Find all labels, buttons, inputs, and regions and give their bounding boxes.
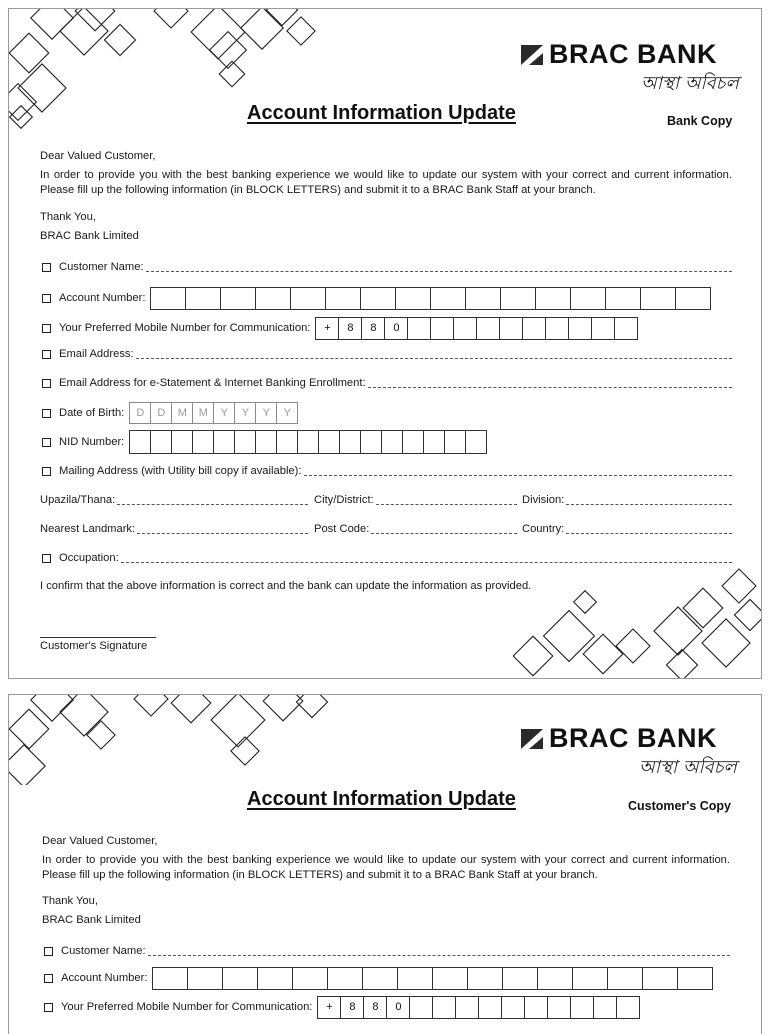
char-box[interactable] (360, 430, 382, 454)
char-box[interactable] (290, 287, 326, 310)
char-box[interactable] (593, 996, 617, 1019)
char-box[interactable] (455, 996, 479, 1019)
checkbox[interactable] (44, 1003, 53, 1012)
form-title: Account Information Update (247, 102, 516, 124)
account-number-field[interactable]: Account Number: (44, 967, 730, 989)
checkbox[interactable] (44, 947, 53, 956)
char-box[interactable] (150, 287, 186, 310)
char-box[interactable] (465, 287, 501, 310)
char-box[interactable] (500, 287, 536, 310)
signature-line[interactable] (40, 637, 156, 638)
division-field[interactable]: Division: (522, 492, 732, 508)
char-box[interactable] (476, 317, 500, 340)
postcode-field[interactable]: Post Code: (314, 521, 517, 537)
confirmation-statement: I confirm that the above information is correct and the bank can update the information as provided. (40, 580, 532, 592)
greeting: Dear Valued Customer, (42, 835, 158, 847)
upazila-field[interactable]: Upazila/Thana: (40, 492, 308, 508)
country-input[interactable] (566, 532, 732, 534)
customer-name-input[interactable] (148, 954, 730, 956)
checkbox[interactable] (42, 554, 51, 563)
char-box[interactable] (222, 967, 258, 990)
char-box[interactable] (432, 996, 456, 1019)
char-box[interactable] (187, 967, 223, 990)
char-box[interactable] (430, 287, 466, 310)
char-box[interactable] (642, 967, 678, 990)
account-number-boxes[interactable] (151, 287, 711, 310)
city-field[interactable]: City/District: (314, 492, 517, 508)
char-box[interactable] (502, 967, 538, 990)
char-box[interactable] (150, 430, 172, 454)
bank-tagline: আস্থা অবিচল (639, 757, 737, 778)
customer-name-field[interactable]: Customer Name: (44, 943, 730, 959)
occupation-input[interactable] (121, 561, 732, 563)
char-box[interactable]: 8 (340, 996, 364, 1019)
char-box[interactable]: Y (213, 402, 235, 424)
char-box[interactable] (535, 287, 571, 310)
copy-label-bank: Bank Copy (667, 114, 733, 128)
thank-you: Thank You, (40, 211, 96, 223)
char-box[interactable]: 8 (363, 996, 387, 1019)
char-box[interactable] (339, 430, 361, 454)
bank-tagline: আস্থা অবিচল (641, 73, 739, 94)
account-number-field[interactable]: Account Number: (42, 287, 732, 309)
char-box[interactable] (409, 996, 433, 1019)
checkbox[interactable] (42, 324, 51, 333)
decorative-pattern-bottom (511, 568, 761, 678)
char-box[interactable] (444, 430, 466, 454)
bank-name: BRAC BANK (549, 39, 717, 69)
char-box[interactable] (614, 317, 638, 340)
char-box[interactable] (381, 430, 403, 454)
mailing-address-input[interactable] (304, 474, 733, 476)
email-input[interactable] (136, 357, 732, 359)
char-box[interactable]: 0 (384, 317, 408, 340)
char-box[interactable] (522, 317, 546, 340)
char-box[interactable] (234, 430, 256, 454)
intro-paragraph: In order to provide you with the best banking experience we would like to update our system with your correct and current information. Please fill up the following information (in BLOCK LETTERS) and submit it to a BRAC Bank Staff at your branch. (40, 169, 732, 196)
char-box[interactable] (325, 287, 361, 310)
checkbox[interactable] (42, 263, 51, 272)
account-number-boxes[interactable] (153, 967, 713, 990)
city-input[interactable] (376, 503, 517, 505)
char-box[interactable] (501, 996, 525, 1019)
brac-bank-logo (521, 723, 717, 754)
email-field[interactable]: Email Address: (42, 346, 732, 362)
char-box[interactable] (171, 430, 193, 454)
postcode-input[interactable] (371, 532, 517, 534)
char-box[interactable]: 8 (361, 317, 385, 340)
char-box[interactable] (640, 287, 676, 310)
char-box[interactable] (397, 967, 433, 990)
char-box[interactable] (524, 996, 548, 1019)
mobile-number-boxes[interactable] (316, 317, 638, 340)
dob-field[interactable]: Date of Birth: D D M M Y Y Y Y (42, 402, 732, 424)
char-box[interactable] (318, 430, 340, 454)
char-box[interactable]: M (192, 402, 214, 424)
char-box[interactable] (402, 430, 424, 454)
char-box[interactable]: 8 (338, 317, 362, 340)
char-box[interactable] (591, 317, 615, 340)
char-box[interactable]: Y (276, 402, 298, 424)
char-box[interactable] (432, 967, 468, 990)
checkbox[interactable] (42, 438, 51, 447)
char-box[interactable] (407, 317, 431, 340)
estatement-email-field[interactable]: Email Address for e-Statement & Internet Banking Enrollment: (42, 375, 732, 391)
char-box[interactable] (499, 317, 523, 340)
char-box[interactable] (677, 967, 713, 990)
landmark-input[interactable] (137, 532, 308, 534)
char-box[interactable] (430, 317, 454, 340)
customer-name-field[interactable]: Customer Name: (42, 259, 732, 275)
mailing-address-field[interactable]: Mailing Address (with Utility bill copy if available): (42, 463, 732, 479)
char-box[interactable] (675, 287, 711, 310)
char-box[interactable] (607, 967, 643, 990)
checkbox[interactable] (42, 409, 51, 418)
brac-logo-icon (521, 729, 543, 749)
brac-bank-logo (521, 39, 717, 70)
char-box[interactable] (327, 967, 363, 990)
mobile-number-boxes[interactable] (318, 996, 640, 1019)
copy-label-customer: Customer's Copy (628, 799, 731, 813)
char-box[interactable]: 0 (386, 996, 410, 1019)
customer-copy-form (8, 694, 762, 1034)
char-box[interactable] (213, 430, 235, 454)
char-box[interactable] (453, 317, 477, 340)
estatement-email-input[interactable] (368, 386, 732, 388)
char-box[interactable] (362, 967, 398, 990)
char-box[interactable] (192, 430, 214, 454)
char-box[interactable] (572, 967, 608, 990)
bank-signoff: BRAC Bank Limited (40, 230, 139, 242)
char-box[interactable] (467, 967, 503, 990)
char-box[interactable] (616, 996, 640, 1019)
char-box[interactable] (545, 317, 569, 340)
char-box[interactable] (395, 287, 431, 310)
checkbox[interactable] (44, 974, 53, 983)
char-box[interactable] (570, 287, 606, 310)
nid-boxes[interactable] (130, 430, 487, 454)
char-box[interactable] (152, 967, 188, 990)
char-box[interactable] (360, 287, 396, 310)
char-box[interactable]: D (129, 402, 151, 424)
checkbox[interactable] (42, 294, 51, 303)
char-box[interactable] (465, 430, 487, 454)
char-box[interactable] (423, 430, 445, 454)
brac-logo-icon (521, 45, 543, 65)
char-box[interactable]: M (171, 402, 193, 424)
thank-you: Thank You, (42, 895, 98, 907)
char-box[interactable] (185, 287, 221, 310)
char-box[interactable]: + (315, 317, 339, 340)
char-box[interactable]: D (150, 402, 172, 424)
char-box[interactable] (129, 430, 151, 454)
mobile-number-field[interactable]: Your Preferred Mobile Number for Communication: + 8 8 0 (42, 317, 732, 339)
char-box[interactable]: Y (234, 402, 256, 424)
decorative-pattern-top (9, 695, 349, 785)
char-box[interactable] (255, 430, 277, 454)
bank-copy-form (8, 8, 762, 679)
division-input[interactable] (566, 503, 732, 505)
checkbox[interactable] (42, 350, 51, 359)
bank-name: BRAC BANK (549, 723, 717, 753)
char-box[interactable] (478, 996, 502, 1019)
char-box[interactable] (220, 287, 256, 310)
mobile-number-field[interactable]: Your Preferred Mobile Number for Communication: + 8 8 0 (44, 996, 730, 1018)
char-box[interactable] (570, 996, 594, 1019)
intro-paragraph: In order to provide you with the best banking experience we would like to update our system with your correct and current information. Please fill up the following information (in BLOCK LETTERS) and submit it to a BRAC Bank Staff at your branch. (42, 854, 730, 881)
char-box[interactable]: Y (255, 402, 277, 424)
char-box[interactable] (292, 967, 328, 990)
upazila-input[interactable] (117, 503, 308, 505)
form-title: Account Information Update (247, 788, 516, 810)
char-box[interactable] (297, 430, 319, 454)
occupation-field[interactable]: Occupation: (42, 550, 732, 566)
greeting: Dear Valued Customer, (40, 150, 156, 162)
dob-boxes[interactable] (130, 402, 298, 424)
char-box[interactable] (276, 430, 298, 454)
char-box[interactable] (605, 287, 641, 310)
customer-name-input[interactable] (146, 270, 732, 272)
landmark-field[interactable]: Nearest Landmark: (40, 521, 308, 537)
bank-signoff: BRAC Bank Limited (42, 914, 141, 926)
checkbox[interactable] (42, 467, 51, 476)
char-box[interactable] (255, 287, 291, 310)
char-box[interactable] (568, 317, 592, 340)
char-box[interactable]: + (317, 996, 341, 1019)
nid-field[interactable]: NID Number: (42, 430, 732, 454)
signature-label: Customer's Signature (40, 640, 148, 652)
char-box[interactable] (257, 967, 293, 990)
checkbox[interactable] (42, 379, 51, 388)
char-box[interactable] (537, 967, 573, 990)
country-field[interactable]: Country: (522, 521, 732, 537)
char-box[interactable] (547, 996, 571, 1019)
